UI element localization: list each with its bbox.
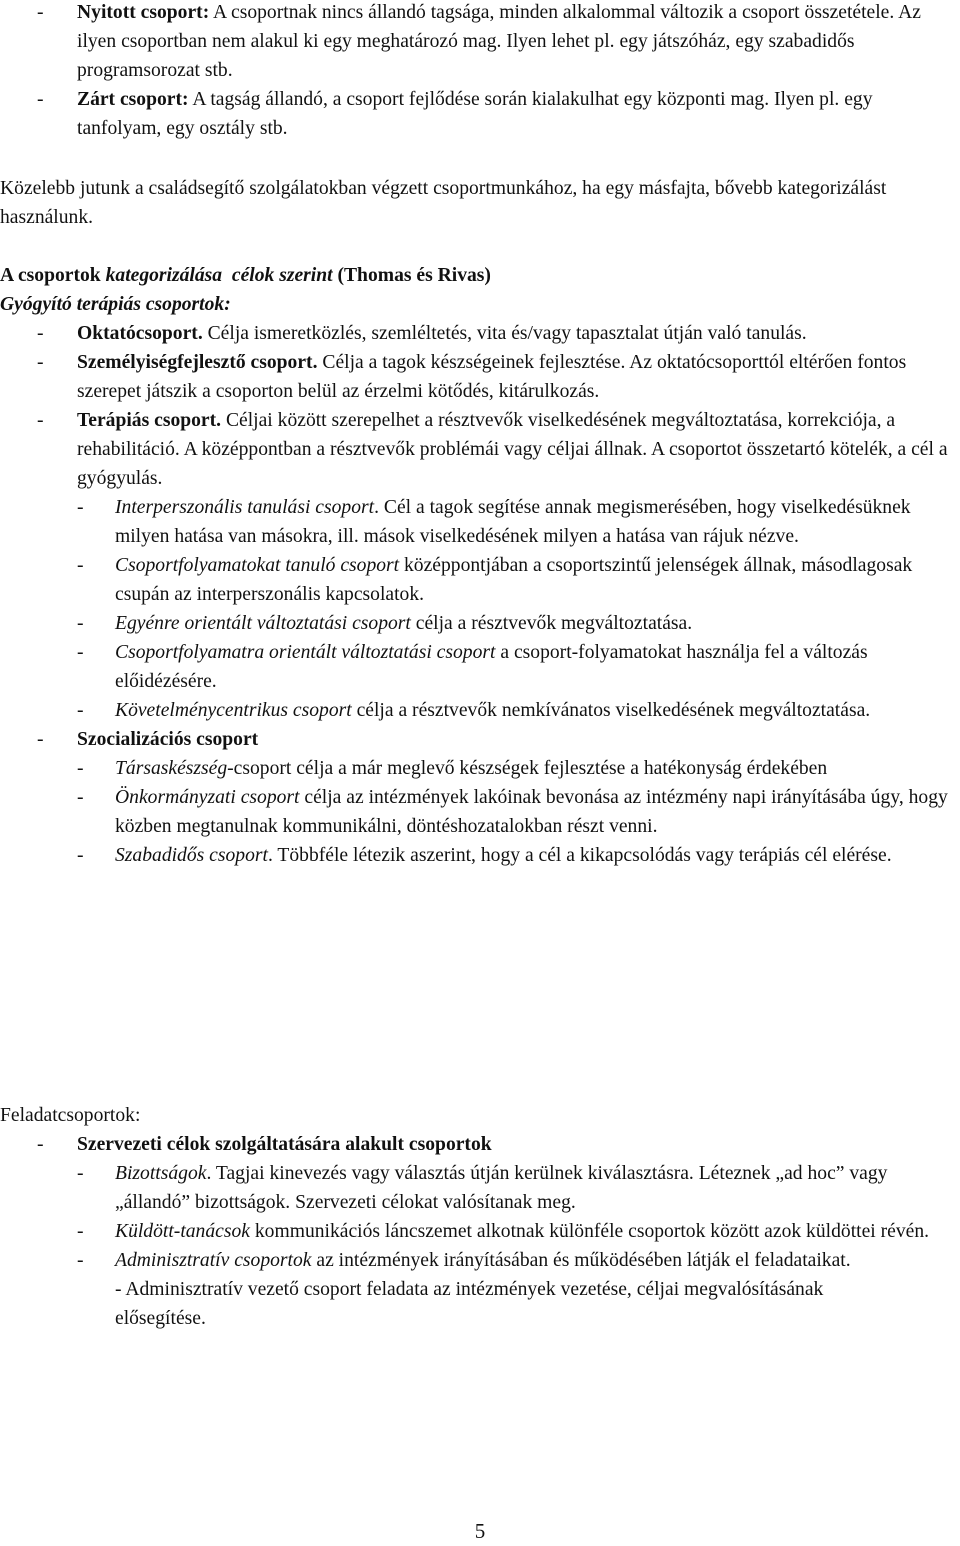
sublist-item: - Bizottságok. Tagjai kinevezés vagy választás útján kerülnek kiválasztásra. Léteznek „ad hoc” vagy „állandó” bizottságok. Szervezeti célokat valósítanak meg. bbox=[77, 1163, 888, 1213]
subheading: Gyógyító terápiás csoportok: bbox=[0, 294, 231, 315]
sublist-item: - Társaskészség-csoport célja a már meglevő készségek fejlesztése a hatékonyság érdekében bbox=[77, 758, 828, 779]
list-item: - Személyiségfejlesztő csoport. Célja a tagok készségeinek fejlesztése. Az oktatócsoporttól eltérően fontos szerepet játszik a csoporton belül az érzelmi kötődés, kitárulkozás. bbox=[37, 352, 907, 402]
list-item: - Szervezeti célok szolgáltatására alakult csoportok bbox=[37, 1134, 492, 1155]
list-dash: - bbox=[37, 2, 44, 23]
list-term: Nyitott csoport: bbox=[77, 2, 210, 23]
sublist-item: - Adminisztratív csoportok az intézmények irányításában és működésében látják el feladataikat. bbox=[77, 1250, 851, 1271]
top-list bbox=[37, 0, 955, 143]
sublist-item: - Küldött-tanácsok kommunikációs láncszemet alkotnak különféle csoportok között azok küldöttei révén. bbox=[77, 1221, 930, 1242]
task-list bbox=[37, 1130, 955, 1333]
page-number: 5 bbox=[474, 1519, 486, 1543]
list-item: - Terápiás csoport. Céljai között szerepelhet a résztvevők viselkedésének megváltoztatása, korrekciója, a rehabilitáció. A középpontban a résztvevők problémái vagy céljai állnak. A csoportot összetartó kötelék, a cél a gyógyulás. bbox=[37, 410, 948, 489]
therapy-sublist bbox=[37, 493, 955, 725]
list-item bbox=[37, 0, 955, 85]
list-item: - Szocializációs csoport bbox=[37, 729, 259, 750]
list-text: A tagság állandó, a csoport fejlődése során kialakulhat egy központi mag. Ilyen pl. egy tanfolyam, egy osztály stb. bbox=[77, 89, 873, 139]
task-sublist bbox=[37, 1159, 955, 1333]
admin-leader-item: - Adminisztratív vezető csoport feladata az intézmények vezetése, céljai megvalósításának elősegítése. bbox=[115, 1279, 824, 1329]
sublist-item: - Egyénre orientált változtatási csoport célja a résztvevők megváltoztatása. bbox=[77, 613, 693, 634]
section-heading: A csoportok kategorizálása célok szerint (Thomas és Rivas) bbox=[0, 265, 491, 286]
list-text: A csoportnak nincs állandó tagsága, minden alkalommal változik a csoport összetétele. Az ilyen csoportban nem alakul ki egy meghatározó mag. Ilyen lehet pl. egy játszóház, egy szabadidős programsorozat stb. bbox=[77, 2, 921, 81]
list-item bbox=[37, 85, 955, 143]
task-heading: Feladatcsoportok: bbox=[0, 1105, 141, 1126]
sublist-item: - Csoportfolyamatokat tanuló csoport középpontjában a csoportszintű jelenségek állnak, másodlagosak csupán az interperszonális kapcsolatok. bbox=[77, 555, 913, 605]
therapy-list bbox=[37, 319, 955, 870]
sublist-item: - Követelménycentrikus csoport célja a résztvevők nemkívánatos viselkedésének megváltoztatása. bbox=[77, 700, 871, 721]
list-dash: - bbox=[37, 89, 44, 110]
sublist-item: - Önkormányzati csoport célja az intézmények lakóinak bevonása az intézmény napi irányításába úgy, hogy közben megtanulnak kommunikálni, döntéshozatalokban részt venni. bbox=[77, 787, 948, 837]
intro-paragraph: Közelebb jutunk a családsegítő szolgálatokban végzett csoportmunkához, ha egy másfajta, bővebb kategorizálást használunk. bbox=[0, 178, 887, 228]
sublist-item: - Interperszonális tanulási csoport. Cél a tagok segítése annak megismerésében, hogy viselkedésüknek milyen hatása van másokra, ill. mások viselkedésének milyen a hatása van rájuk nézve. bbox=[77, 497, 911, 547]
socialization-sublist bbox=[37, 754, 955, 870]
sublist-item: - Szabadidős csoport. Többféle létezik aszerint, hogy a cél a kikapcsolódás vagy terápiás cél elérése. bbox=[77, 845, 892, 866]
list-item: - Oktatócsoport. Célja ismeretközlés, szemléltetés, vita és/vagy tapasztalat útján való tanulás. bbox=[37, 323, 807, 344]
list-term: Zárt csoport: bbox=[77, 89, 189, 110]
sublist-item: - Csoportfolyamatra orientált változtatási csoport a csoport-folyamatokat használja fel a változás előidézésére. bbox=[77, 642, 868, 692]
